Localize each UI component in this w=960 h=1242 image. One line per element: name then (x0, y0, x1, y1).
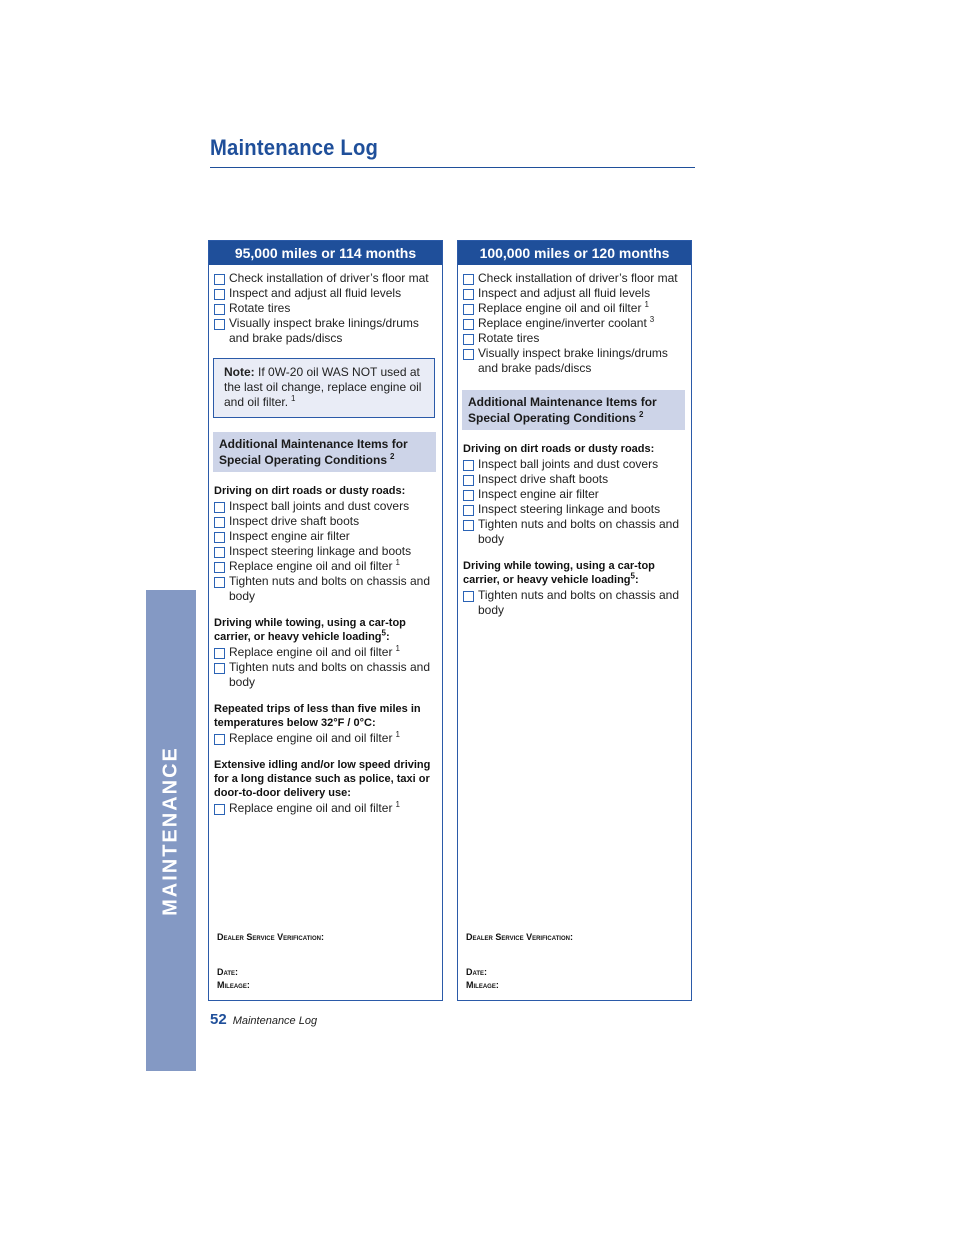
checklist-item: Replace engine oil and oil filter $^1$ (213, 801, 442, 816)
checklist-item: Rotate tires (462, 331, 691, 346)
condition-title: Extensive idling and/or low speed driving for a long distance such as police, taxi or door-to-door delivery use: (214, 759, 431, 799)
checkbox[interactable] (463, 334, 474, 345)
mileage-label: Mileage: (217, 980, 250, 990)
additional-items-header: Additional Maintenance Items for Special Operating Conditions $^2$ (213, 432, 436, 472)
checklist-item: Inspect steering linkage and boots (213, 544, 442, 559)
checklist (462, 588, 691, 618)
condition-title: Driving on dirt roads or dusty roads: (463, 443, 655, 455)
checklist-item: Replace engine/inverter coolant $^3$ (462, 316, 691, 331)
checklist-item: Inspect steering linkage and boots (462, 502, 691, 517)
checklist-item: Inspect ball joints and dust covers (462, 457, 691, 472)
date-label: Date: (217, 967, 239, 977)
page-title: Maintenance Log (210, 135, 379, 160)
checklist-item: Tighten nuts and bolts on chassis and body (213, 660, 442, 690)
checkbox[interactable] (214, 663, 225, 674)
page-header (210, 135, 695, 168)
checklist-item: Replace engine oil and oil filter $^1$ (462, 301, 691, 316)
oil-note: Note: If 0W-20 oil WAS NOT used at the last oil change, replace engine oil and oil filter. $^1$ (213, 358, 435, 418)
condition-title: Driving while towing, using a car-top carrier, or heavy vehicle loading$^5$: (214, 617, 406, 643)
note-text: If 0W-20 oil WAS NOT used at the last oil change, replace engine oil and oil filter. (224, 365, 422, 409)
checklist-item: Rotate tires (213, 301, 442, 316)
additional-items-header: Additional Maintenance Items for Special Operating Conditions $^2$ (462, 390, 685, 430)
side-tab (146, 590, 196, 1071)
checkbox[interactable] (214, 734, 225, 745)
footer-section: Maintenance Log (232, 1015, 318, 1027)
checklist-item: Inspect drive shaft boots (462, 472, 691, 487)
checkbox[interactable] (214, 532, 225, 543)
checkbox[interactable] (214, 648, 225, 659)
column-heading: 95,000 miles or 114 months (209, 241, 442, 265)
condition-title: Driving while towing, using a car-top carrier, or heavy vehicle loading$^5$: (463, 560, 655, 586)
checklist-item: Check installation of driver’s floor mat (213, 271, 442, 286)
checkbox[interactable] (214, 562, 225, 573)
checklist (213, 801, 442, 816)
checklist-item: Visually inspect brake linings/drums and brake pads/discs (462, 346, 691, 376)
checkbox[interactable] (463, 460, 474, 471)
checklist (213, 271, 442, 346)
checkbox[interactable] (463, 490, 474, 501)
page-footer (210, 1011, 317, 1028)
condition-title: Driving on dirt roads or dusty roads: (214, 485, 406, 497)
date-label: Date: (466, 967, 488, 977)
title-rule (210, 167, 695, 168)
checkbox[interactable] (214, 804, 225, 815)
checkbox[interactable] (214, 517, 225, 528)
dealer-verification-label: Dealer Service Verification: (466, 932, 573, 942)
checkbox[interactable] (214, 319, 225, 330)
checklist-item: Inspect and adjust all fluid levels (462, 286, 691, 301)
checkbox[interactable] (463, 520, 474, 531)
column-heading: 100,000 miles or 120 months (458, 241, 691, 265)
log-column-100000 (457, 240, 692, 1001)
checklist-item: Tighten nuts and bolts on chassis and body (462, 517, 691, 547)
checkbox[interactable] (214, 274, 225, 285)
checklist-item: Tighten nuts and bolts on chassis and body (462, 588, 691, 618)
dealer-verification-label: Dealer Service Verification: (217, 932, 324, 942)
checklist-item: Replace engine oil and oil filter $^1$ (213, 645, 442, 660)
dealer-verification (217, 931, 324, 992)
checkbox[interactable] (463, 591, 474, 602)
checkbox[interactable] (463, 505, 474, 516)
checklist (462, 457, 691, 547)
checklist-item: Visually inspect brake linings/drums and brake pads/discs (213, 316, 442, 346)
checkbox[interactable] (214, 289, 225, 300)
checklist-item: Inspect drive shaft boots (213, 514, 442, 529)
checklist-item: Replace engine oil and oil filter $^1$ (213, 731, 442, 746)
checklist-item: Inspect ball joints and dust covers (213, 499, 442, 514)
checkbox[interactable] (463, 304, 474, 315)
mileage-label: Mileage: (466, 980, 499, 990)
dealer-verification (466, 931, 573, 992)
checklist-item: Inspect engine air filter (462, 487, 691, 502)
checklist (213, 645, 442, 690)
checkbox[interactable] (214, 577, 225, 588)
checklist-item: Tighten nuts and bolts on chassis and body (213, 574, 442, 604)
checklist (213, 499, 442, 604)
condition-title: Repeated trips of less than five miles in temperatures below 32°F / 0°C: (214, 703, 421, 729)
checkbox[interactable] (463, 349, 474, 360)
checklist-item: Inspect and adjust all fluid levels (213, 286, 442, 301)
checkbox[interactable] (214, 304, 225, 315)
checklist-item: Replace engine oil and oil filter $^1$ (213, 559, 442, 574)
checkbox[interactable] (463, 274, 474, 285)
log-column-95000 (208, 240, 443, 1001)
checkbox[interactable] (463, 475, 474, 486)
checklist (213, 731, 442, 746)
checklist-item: Inspect engine air filter (213, 529, 442, 544)
page-number: 52 (210, 1011, 227, 1028)
checkbox[interactable] (214, 502, 225, 513)
side-tab-label: MAINTENANCE (159, 745, 182, 916)
checkbox[interactable] (463, 319, 474, 330)
checklist-item: Check installation of driver’s floor mat (462, 271, 691, 286)
checkbox[interactable] (463, 289, 474, 300)
checkbox[interactable] (214, 547, 225, 558)
note-label: Note: (224, 365, 255, 379)
checklist (462, 271, 691, 376)
